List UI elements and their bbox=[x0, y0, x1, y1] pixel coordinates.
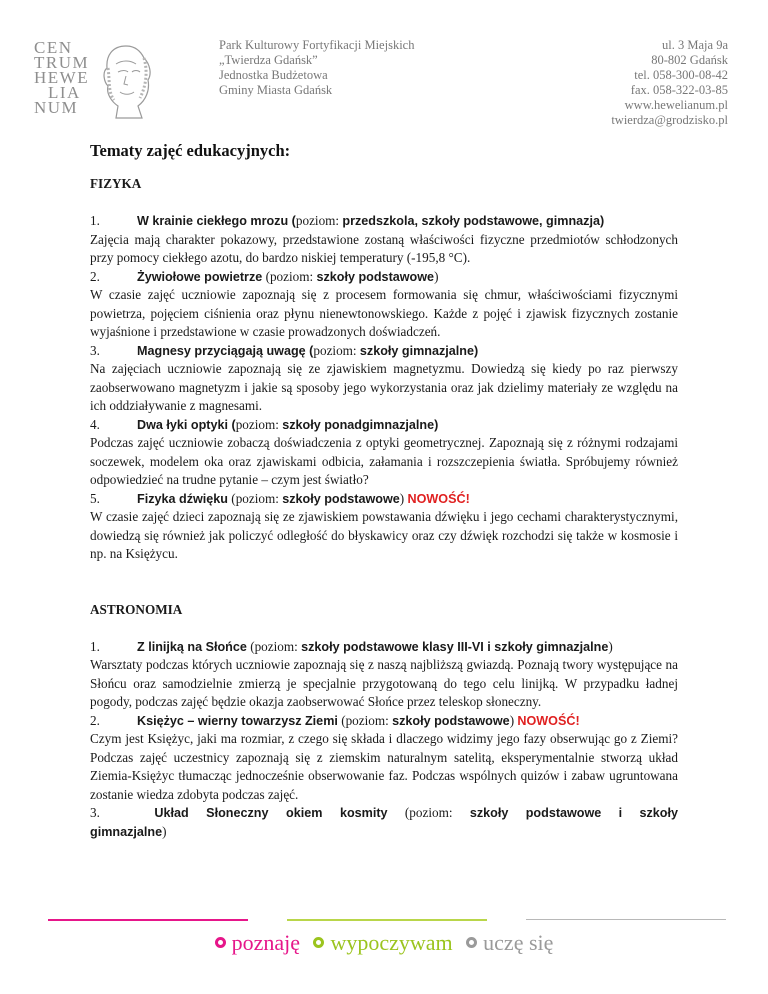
topic-description: W czasie zajęć dzieci zapoznają się ze zjawiskiem powstawania dźwięku i jego cechami charakterystycznymi, dowiedzą się również jak policzyć odległość do błyskawicy oraz czy dźwięk rozchodzi się także w kosmosie i np. na Księżycu. bbox=[90, 509, 678, 561]
new-badge: NOWOŚĆ! bbox=[517, 713, 580, 728]
org-line: „Twierdza Gdańsk” bbox=[219, 53, 318, 67]
topic-description: Warsztaty podczas których uczniowie zapoznają się z naszą najbliższą gwiazdą. Poznają twory występujące na Słońcu oraz samodzielnie zmierzą je specjalnie przygotowaną do tego celu linijką. W przypadku ładnej pogody, podczas zajęć będzie okazja zaobserwować Słońce przez teleskop słoneczny. bbox=[90, 657, 678, 709]
bullet-ring-icon bbox=[313, 937, 324, 948]
slogan-label: poznaję bbox=[231, 929, 300, 955]
hewelianum-logo bbox=[34, 40, 164, 120]
logo-line: TRUM bbox=[34, 53, 90, 72]
topic-heading: 5. Fizyka dźwięku (poziom: szkoły podstawowe) NOWOŚĆ! bbox=[90, 490, 470, 506]
new-badge: NOWOŚĆ! bbox=[407, 491, 470, 506]
footer-divider-grey bbox=[526, 919, 726, 920]
footer-divider-magenta bbox=[48, 919, 248, 921]
topic-heading: 2. Żywiołowe powietrze (poziom: szkoły podstawowe) bbox=[90, 268, 439, 284]
topic-heading: 3. Układ Słoneczny okiem kosmity (poziom: szkoły podstawowe i szkoły bbox=[90, 805, 679, 820]
topic-heading-continued: gimnazjalne) bbox=[90, 823, 167, 839]
phone-number: tel. 058-300-08-42 bbox=[634, 68, 728, 82]
bullet-ring-icon bbox=[466, 937, 477, 948]
topic-heading: 1. Z linijką na Słońce (poziom: szkoły podstawowe klasy III-VI i szkoły gimnazjalne) bbox=[90, 638, 613, 654]
topic-description: Czym jest Księżyc, jaki ma rozmiar, z czego się składa i dlaczego widzimy jego fazy obserwując go z Ziemi? Podczas zajęć uczestnicy zapoznają się z ziemskim naturalnym satelitą, eksperymentalnie stworzą układ Ziemia-Księżyc tłumacząc jednocześnie obserwowanie faz. Podczas wspólnych quizów i zabaw ugruntowana zostanie wiedza zdobyta podczas zajęć. bbox=[90, 731, 678, 802]
footer-divider-green bbox=[287, 919, 487, 921]
website-link[interactable]: www.hewelianum.pl bbox=[624, 98, 728, 112]
footer-slogan bbox=[0, 928, 768, 956]
topic-description: Na zajęciach uczniowie zapoznają się ze zjawiskiem magnetyzmu. Dowiedzą się kiedy po raz pierwszy zaobserwowano magnetyzm i jakie są sposoby jego wykorzystania oraz jak dzielimy materiały ze względu na ich oddziaływanie z magnesami. bbox=[90, 361, 678, 413]
section-heading-physics: FIZYKA bbox=[90, 176, 142, 191]
document-title: Tematy zajęć edukacyjnych: bbox=[90, 141, 291, 160]
slogan-item bbox=[466, 930, 553, 956]
topic-heading: 3. Magnesy przyciągają uwagę (poziom: szkoły gimnazjalne) bbox=[90, 342, 479, 358]
org-line: Jednostka Budżetowa bbox=[219, 68, 328, 82]
address-street: ul. 3 Maja 9a bbox=[662, 38, 728, 52]
slogan-label: wypoczywam bbox=[330, 929, 453, 955]
topic-description: Podczas zajęć uczniowie zobaczą doświadczenia z optyki geometrycznej. Zapoznają się z różnymi rodzajami soczewek, modelem oka oraz zjawiskami odbicia, załamania i rozszczepienia światła. Spróbujemy również odpowiedzieć na trudne pytanie – czym jest światło? bbox=[90, 435, 678, 487]
slogan-item bbox=[215, 930, 300, 956]
logo-line: HEWE bbox=[34, 68, 90, 87]
contact-block bbox=[611, 38, 728, 128]
logo-line: NUM bbox=[34, 98, 79, 117]
org-line: Gminy Miasta Gdańsk bbox=[219, 83, 333, 97]
topic-description: Zajęcia mają charakter pokazowy, przedstawione zostaną właściwości fizyczne przedmiotów schłodzonych przy pomocy ciekłego azotu, do bardzo niskiej temperatury (-195,8 °C). bbox=[90, 231, 678, 265]
section-heading-astronomy: ASTRONOMIA bbox=[90, 601, 183, 617]
hevelius-portrait-icon bbox=[96, 42, 156, 120]
org-line: Park Kulturowy Fortyfikacji Miejskich bbox=[219, 38, 415, 52]
logo-line: LIA bbox=[48, 83, 81, 102]
bullet-ring-icon bbox=[215, 937, 226, 948]
email-link[interactable]: twierdza@grodzisko.pl bbox=[611, 113, 728, 127]
slogan-item bbox=[313, 930, 452, 956]
slogan-label: uczę się bbox=[483, 929, 554, 955]
logo-line: CEN bbox=[34, 38, 73, 57]
topic-heading: 4. Dwa łyki optyki (poziom: szkoły ponadgimnazjalne) bbox=[90, 416, 439, 432]
organisation-block bbox=[219, 38, 414, 98]
topic-heading: 2. Księżyc – wierny towarzysz Ziemi (poziom: szkoły podstawowe) NOWOŚĆ! bbox=[90, 712, 580, 728]
topic-description: W czasie zajęć uczniowie zapoznają się z procesem formowania się chmur, właściwościami fizycznymi powietrza, pojęciem ciśnienia oraz płynu nienewtonowskiego. Każde z pojęć i zjawisk fizycznych zostanie wyjaśnione i przedstawione w czasie prowadzonych doświadczeń. bbox=[90, 287, 678, 339]
topic-heading: 1. W krainie ciekłego mrozu (poziom: przedszkola, szkoły podstawowe, gimnazja) bbox=[90, 213, 605, 228]
document-body bbox=[90, 175, 678, 841]
fax-number: fax. 058-322-03-85 bbox=[630, 83, 728, 97]
address-city: 80-802 Gdańsk bbox=[651, 53, 728, 67]
